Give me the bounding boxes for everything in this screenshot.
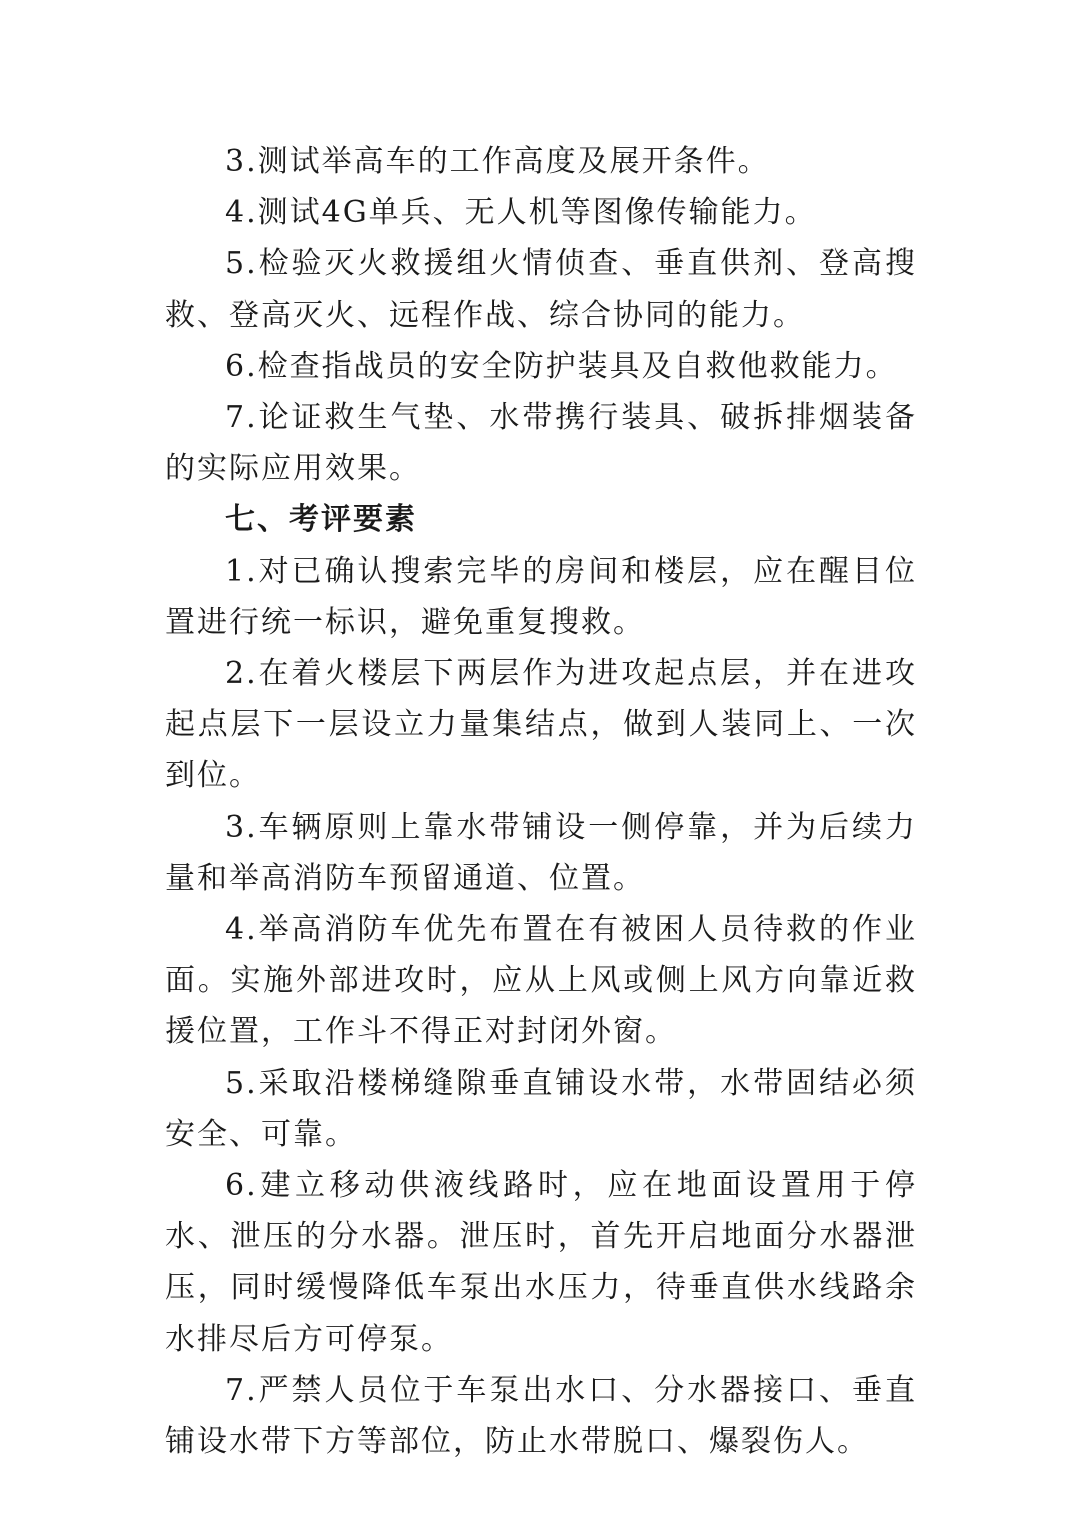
list-item-test-image-transmission: 4.测试4G单兵、无人机等图像传输能力。	[225, 195, 817, 231]
document-body	[165, 136, 917, 1467]
list-item-vehicle-parking: 3.车辆原则上靠水带铺设一侧停靠，并为后续力量和举高消防车预留通道、位置。	[165, 809, 917, 896]
list-item-mark-searched-rooms: 1.对已确认搜索完毕的房间和楼层，应在醒目位置进行统一标识，避免重复搜救。	[165, 553, 917, 640]
list-item-attack-start-floor: 2.在着火楼层下两层作为进攻起点层，并在进攻起点层下一层设立力量集结点，做到人装同上、一次到位。	[165, 656, 917, 794]
list-item-personnel-safety: 7.严禁人员位于车泵出水口、分水器接口、垂直铺设水带下方等部位，防止水带脱口、爆裂伤人。	[165, 1372, 917, 1460]
list-item-check-protective-gear: 6.检查指战员的安全防护装具及自救他救能力。	[225, 348, 898, 384]
section-heading: 七、考评要素	[225, 502, 417, 538]
list-item-water-supply-line: 6.建立移动供液线路时，应在地面设置用于停水、泄压的分水器。泄压时，首先开启地面分水器泄压，同时缓慢降低车泵出水压力，待垂直供水线路余水排尽后方可停泵。	[165, 1168, 917, 1357]
list-item-test-aerial-vehicle: 3.测试举高车的工作高度及展开条件。	[225, 144, 770, 179]
list-item-vertical-hose-laying: 5.采取沿楼梯缝隙垂直铺设水带，水带固结必须安全、可靠。	[165, 1065, 917, 1152]
list-item-aerial-vehicle-placement: 4.举高消防车优先布置在有被困人员待救的作业面。实施外部进攻时，应从上风或侧上风方向靠近救援位置，工作斗不得正对封闭外窗。	[165, 912, 917, 1050]
list-item-verify-rescue-capability: 5.检验灭火救援组火情侦查、垂直供剂、登高搜救、登高灭火、远程作战、综合协同的能力。	[165, 246, 917, 333]
list-item-verify-equipment-effect: 7.论证救生气垫、水带携行装具、破拆排烟装备的实际应用效果。	[165, 400, 917, 487]
